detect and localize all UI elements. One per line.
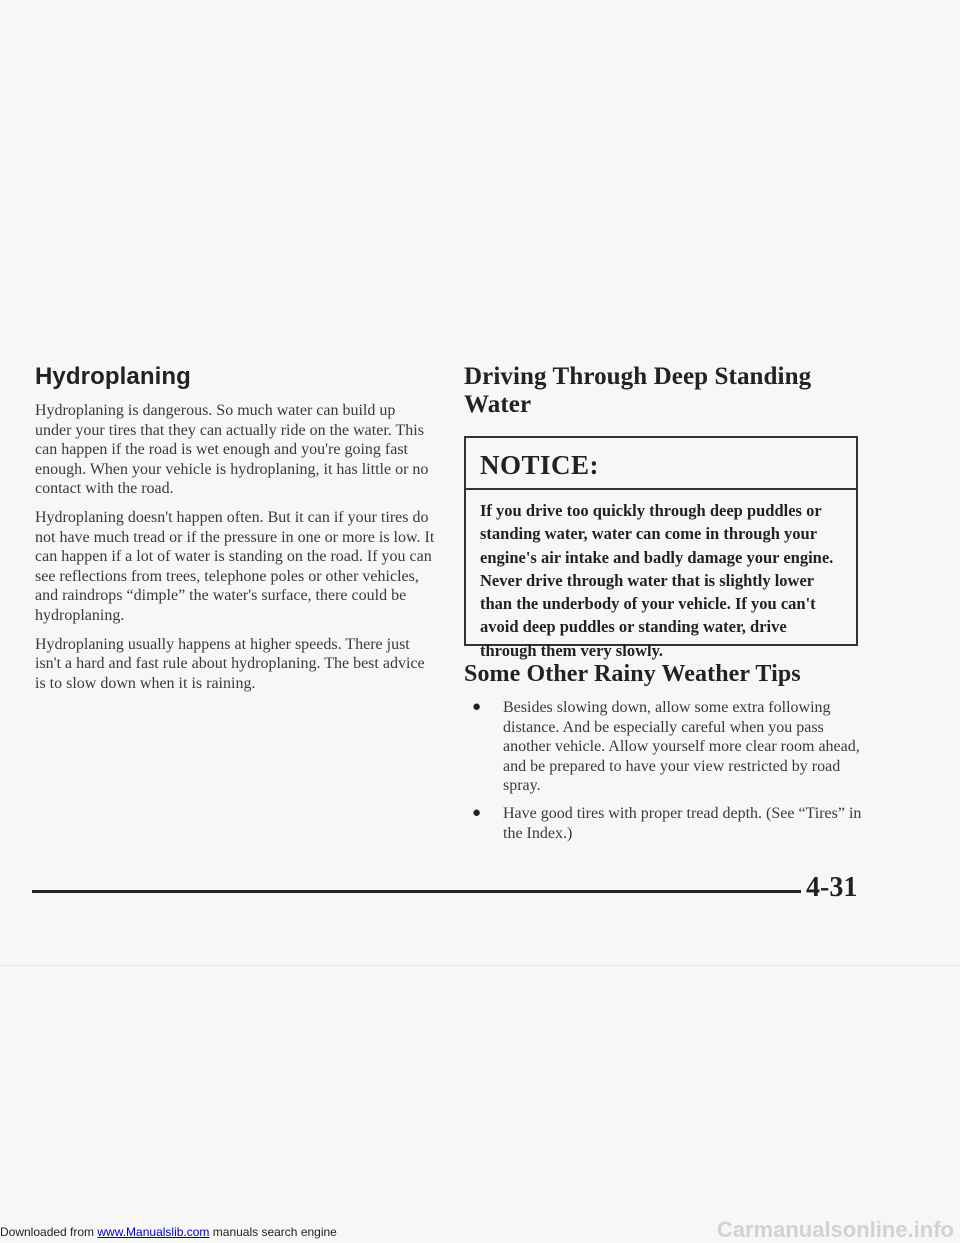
notice-box xyxy=(464,436,858,660)
footer-divider xyxy=(32,890,801,893)
rainy-tips-heading: Some Other Rainy Weather Tips xyxy=(464,661,801,687)
deep-water-heading: Driving Through Deep Standing Water xyxy=(464,363,812,418)
paragraph: Hydroplaning doesn't happen often. But it can if your tires do not have much tread or if the pressure in one or more is low. It can happen if a lot of water is standing on the road. If you can see reflections from trees, telephone poles or other vehicles, and raindrops “dimple” the water's surface, there could be hydroplaning. xyxy=(35,508,435,624)
paragraph: Hydroplaning usually happens at higher speeds. There just isn't a hard and fast rule about hydroplaning. The best advice is to slow down when it is raining. xyxy=(35,635,425,692)
tip-text: Have good tires with proper tread depth. (See “Tires” in the Index.) xyxy=(503,804,862,842)
watermark: Carmanualsonline.info xyxy=(716,1217,954,1242)
manualslib-link[interactable]: www.Manualslib.com xyxy=(97,1225,210,1239)
bullet-icon: ● xyxy=(472,699,482,715)
banner-prefix: Downloaded from xyxy=(0,1225,98,1239)
deep-water-section xyxy=(464,363,864,851)
bullet-icon: ● xyxy=(472,804,482,821)
notice-text: If you drive too quickly through deep puddles or standing water, water can come in through your engine's air intake and badly damage your engine. Never drive through water that is slightly lower than the underbody of your vehicle. If you can't avoid deep puddles or standing water, drive through them very slowly. xyxy=(480,501,834,660)
list-item xyxy=(464,804,864,843)
banner-suffix: manuals search engine xyxy=(209,1225,337,1239)
hydroplaning-section xyxy=(35,363,435,693)
page-number: 4-31 xyxy=(806,872,858,903)
tip-text: Besides slowing down, allow some extra following distance. And be especially careful when you pass another vehicle. Allow yourself more clear room ahead, and be prepared to have your view restricted by road spray. xyxy=(503,699,860,795)
paragraph: Hydroplaning is dangerous. So much water can build up under your tires that they can actually ride on the water. This can happen if the road is wet enough and you're going fast enough. When your vehicle is hydroplaning, it has little or no contact with the road. xyxy=(35,402,429,498)
list-item xyxy=(464,698,864,796)
hydroplaning-heading: Hydroplaning xyxy=(35,363,191,390)
tips-list xyxy=(464,698,864,843)
scan-line xyxy=(0,965,960,966)
notice-title: NOTICE: xyxy=(466,438,856,490)
download-banner xyxy=(0,1223,337,1242)
